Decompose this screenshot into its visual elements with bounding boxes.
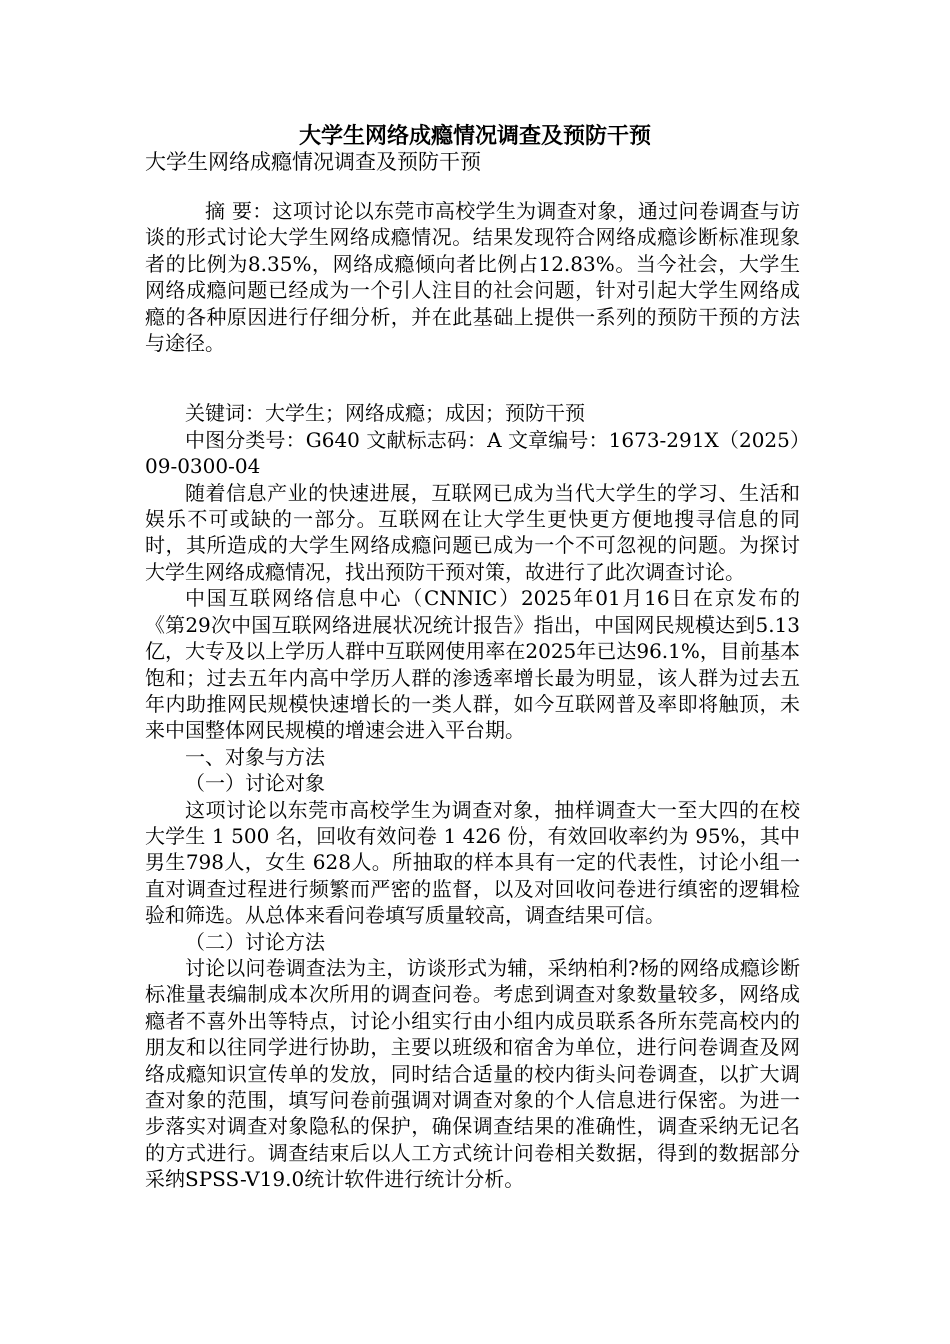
keywords-line: 关键词：大学生；网络成瘾；成因；预防干预 [185, 401, 585, 426]
subsection-heading-subjects: （一）讨论对象 [185, 771, 325, 796]
document-title: 大学生网络成瘾情况调查及预防干预 [298, 123, 651, 149]
subsection-heading-methods: （二）讨论方法 [185, 929, 325, 954]
classification-line: 中图分类号：G640 文献标志码：A 文章编号：1673-291X（2025）09-0300-04 [145, 427, 800, 479]
cnnic-paragraph: 中国互联网络信息中心（CNNIC）2025年01月16日在京发布的《第29次中国互联网络进展状况统计报告》指出，中国网民规模达到5.13亿，大专及以上学历人群中互联网使用率在2025年已达96.1%，目前基本饱和；过去五年内高中学历人群的渗透率增长最为明显，该人群为过去五年内助推网民规模快速增长的一类人群，如今互联网普及率即将触顶，未来中国整体网民规模的增速会进入平台期。 [145, 586, 800, 743]
methods-paragraph: 讨论以问卷调查法为主，访谈形式为辅，采纳柏利?杨的网络成瘾诊断标准量表编制成本次所用的调查问卷。考虑到调查对象数量较多，网络成瘾者不喜外出等特点，讨论小组实行由小组内成员联系各所东莞高校内的朋友和以往同学进行协助，主要以班级和宿舍为单位，进行问卷调查及网络成瘾知识宣传单的发放，同时结合适量的校内街头问卷调查，以扩大调查对象的范围，填写问卷前强调对调查对象的个人信息进行保密。为进一步落实对调查对象隐私的保护，确保调查结果的准确性，调查采纳无记名的方式进行。调查结束后以人工方式统计问卷相关数据，得到的数据部分采纳SPSS-V19.0统计软件进行统计分析。 [145, 955, 800, 1192]
document-body [145, 198, 800, 1193]
abstract-paragraph: 摘 要：这项讨论以东莞市高校学生为调查对象，通过问卷调查与访谈的形式讨论大学生网络成瘾情况。结果发现符合网络成瘾诊断标准现象者的比例为8.35%，网络成瘾倾向者比例占12.83%。当今社会，大学生网络成瘾问题已经成为一个引人注目的社会问题，针对引起大学生网络成瘾的各种原因进行仔细分析，并在此基础上提供一系列的预防干预的方法与途径。 [145, 199, 800, 356]
section-heading-1: 一、对象与方法 [185, 744, 325, 769]
document-subtitle: 大学生网络成瘾情况调查及预防干预 [145, 150, 481, 174]
intro-paragraph: 随着信息产业的快速进展，互联网已成为当代大学生的学习、生活和娱乐不可或缺的一部分。互联网在让大学生更快更方便地搜寻信息的同时，其所造成的大学生网络成瘾问题已成为一个不可忽视的问题。为探讨大学生网络成瘾情况，找出预防干预对策，故进行了此次调查讨论。 [145, 480, 800, 584]
subjects-paragraph: 这项讨论以东莞市高校学生为调查对象，抽样调查大一至大四的在校大学生 1 500 名，回收有效问卷 1 426 份，有效回收率约为 95%，其中男生798人，女生 628人。所抽取的样本具有一定的代表性，讨论小组一直对调查过程进行频繁而严密的监督，以及对回收问卷进行缜密的逻辑检验和筛选。从总体来看问卷填写质量较高，调查结果可信。 [145, 797, 800, 928]
spacer [145, 356, 800, 400]
